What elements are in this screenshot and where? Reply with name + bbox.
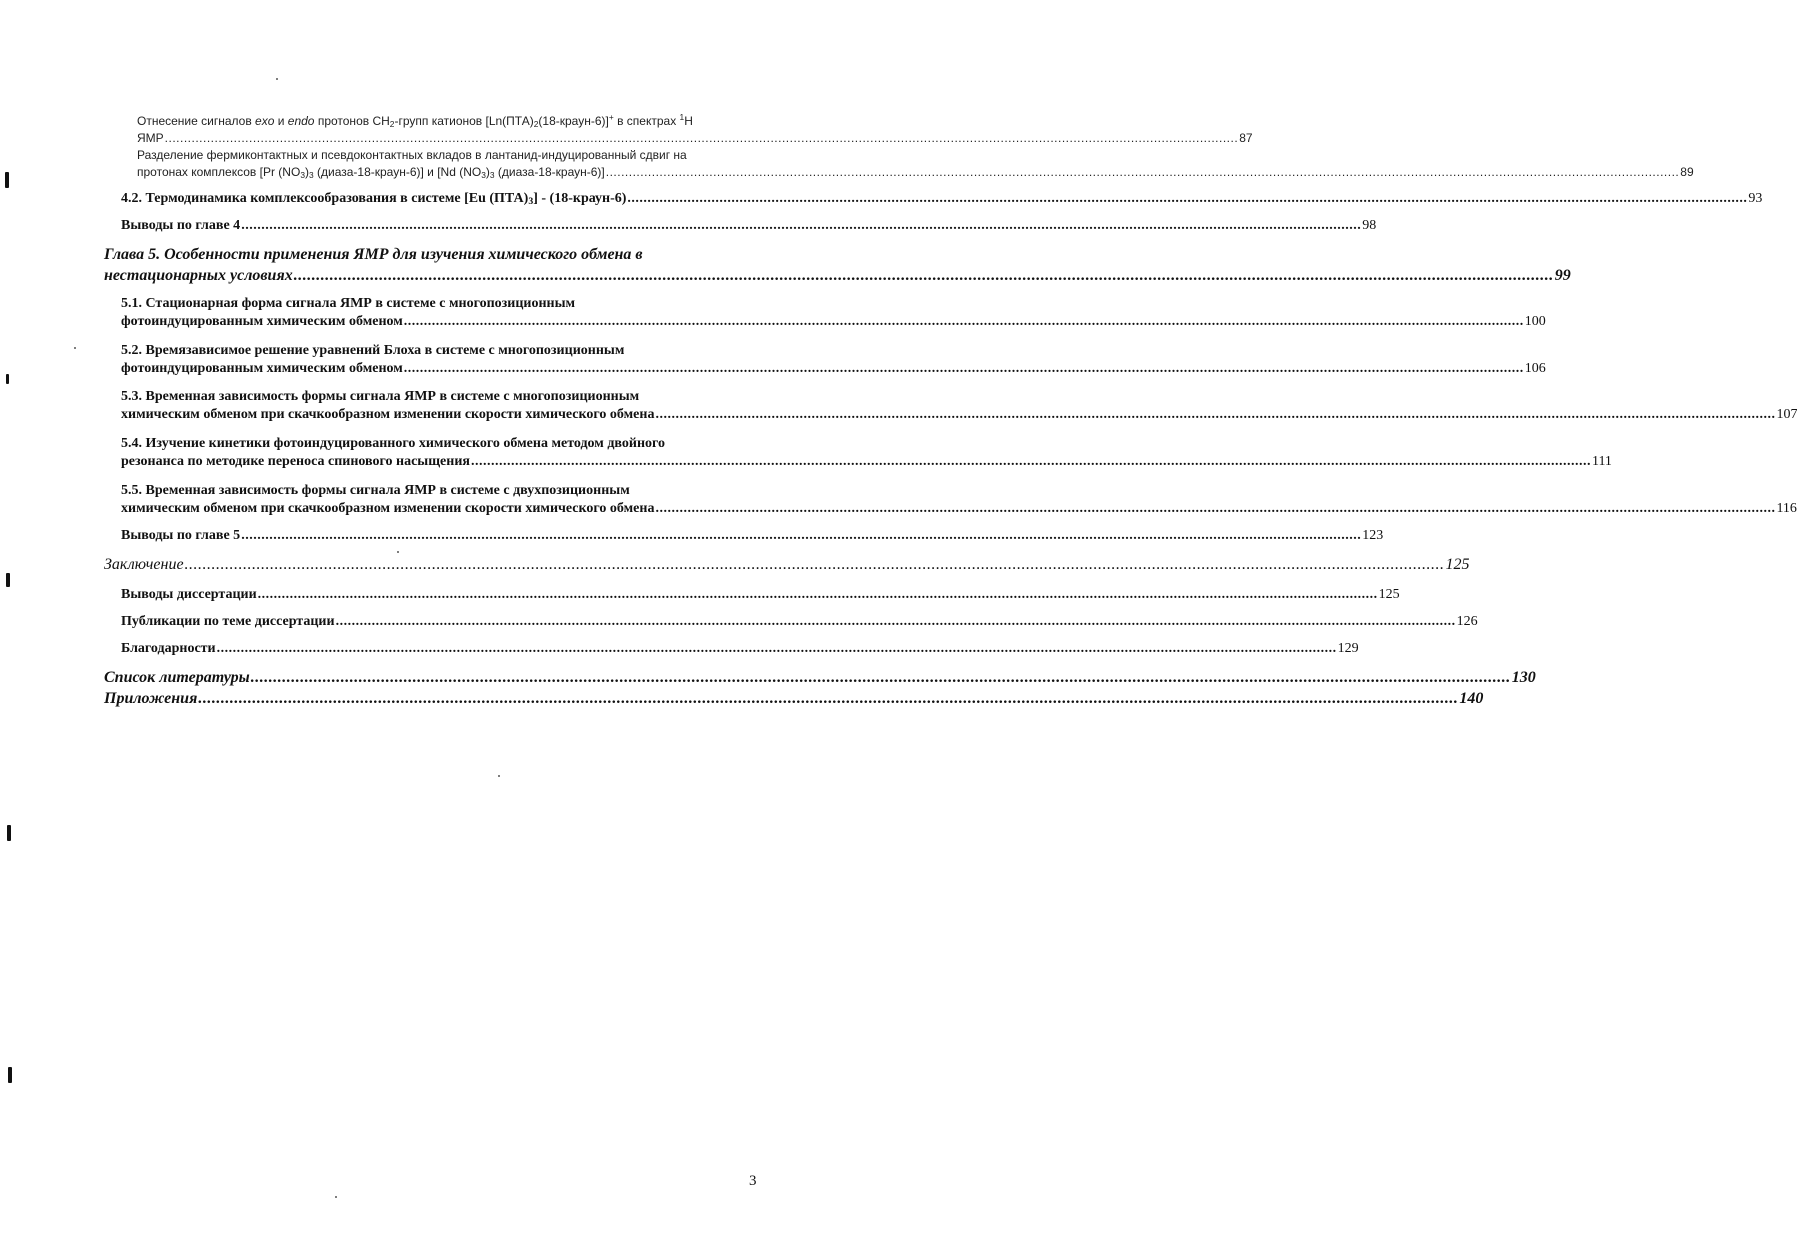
toc-entry-line1: Глава 5. Особенности применения ЯМР для изучения химического обмена в (104, 246, 643, 263)
scan-speck (276, 78, 278, 80)
toc-text: ) (485, 165, 490, 179)
toc-entry-section-5-4 (121, 435, 1612, 471)
toc-subscript: 2 (389, 119, 395, 129)
toc-page-number: 98 (1362, 218, 1377, 233)
toc-leader-dots (655, 406, 1775, 424)
toc-entry-title: нестационарных условиях (104, 267, 293, 284)
toc-entry-dissertation-conclusions (121, 586, 1400, 604)
toc-entry-title: Заключение (104, 556, 184, 573)
toc-page-number: 111 (1591, 454, 1612, 469)
toc-entry-appendices (104, 688, 1484, 709)
toc-entry-row (121, 217, 1377, 235)
scan-speck (397, 551, 399, 553)
toc-entry-line2 (137, 164, 1694, 181)
toc-subscript: 2 (533, 119, 539, 129)
toc-entry-title: химическим обменом при скачкообразном изменении скорости химического обмена (121, 407, 655, 422)
scan-speck (498, 775, 500, 777)
toc-text-italic: exo (255, 114, 275, 128)
toc-entry-line2 (137, 130, 1253, 147)
toc-entry-title: химическим обменом при скачкообразном изменении скорости химического обмена (121, 501, 655, 516)
toc-page-number: 107 (1776, 407, 1797, 422)
toc-text: Отнесение сигналов (137, 114, 256, 128)
toc-text: (диаза-18-краун-6)] и [Nd (NO (313, 165, 482, 179)
toc-entry-line1: 5.2. Времязависимое решение уравнений Блоха в системе с многопозиционным (121, 343, 625, 358)
toc-entry-line2 (104, 265, 1571, 286)
toc-leader-dots (627, 190, 1747, 208)
toc-entry-section-5-1 (121, 295, 1546, 331)
toc-entry-title: Выводы диссертации (121, 587, 257, 602)
toc-entry-row (104, 688, 1484, 709)
toc-leader-dots (258, 586, 1378, 604)
toc-text: -групп катионов [Ln(ПТА) (394, 114, 534, 128)
toc-entry-line1: 5.1. Стационарная форма сигнала ЯМР в системе с многопозиционным (121, 296, 576, 311)
scan-speck (74, 347, 76, 349)
toc-leader-dots (198, 688, 1458, 709)
toc-entry-line2 (121, 313, 1546, 331)
toc-page-number: 125 (1445, 556, 1470, 573)
toc-entry-section-5-2 (121, 342, 1546, 378)
scan-speck (335, 1196, 337, 1198)
toc-page-number: 99 (1554, 267, 1571, 284)
toc-entry-line2 (121, 453, 1612, 471)
toc-superscript: + (608, 112, 614, 122)
toc-entry-row (121, 527, 1384, 545)
toc-subscript: 3 (300, 170, 305, 180)
toc-text: (диаза-18-краун-6)] (494, 165, 605, 179)
toc-entry-row (104, 667, 1536, 688)
toc-entry-title: Выводы по главе 5 (121, 528, 241, 543)
toc-page-number: 123 (1362, 528, 1384, 543)
toc-leader-dots (294, 265, 1554, 286)
toc-text: в спектрах (613, 114, 680, 128)
toc-entry-exo-endo-assignment (137, 112, 1253, 147)
toc-entry-chapter5-conclusions (121, 527, 1384, 545)
toc-entry-title: ЯМР (137, 131, 164, 145)
toc-entry-line1: 5.4. Изучение кинетики фотоиндуцированного химического обмена методом двойного (121, 436, 666, 451)
toc-entry-line1 (137, 113, 759, 130)
toc-entry-chapter4-conclusions (121, 217, 1377, 235)
toc-text: 4.2. Термодинамика комплексообразования в системе [Eu (ПТА) (121, 191, 529, 206)
toc-subscript: 3 (489, 170, 495, 180)
toc-page-number: 89 (1680, 165, 1694, 179)
toc-text: протонах комплексов [Pr (NO (137, 165, 301, 179)
toc-entry-title (121, 190, 626, 208)
toc-leader-dots (251, 667, 1511, 688)
toc-entry-title: Выводы по главе 4 (121, 218, 241, 233)
toc-leader-dots (471, 453, 1591, 471)
toc-entry-section-4-2 (121, 190, 1763, 208)
toc-leader-dots (165, 130, 1239, 147)
toc-leader-dots (404, 360, 1524, 378)
toc-entry-line2 (121, 406, 1797, 424)
toc-page-number: 87 (1239, 131, 1253, 145)
toc-entry-line1: 5.5. Временная зависимость формы сигнала ЯМР в системе с двухпозиционным (121, 483, 630, 498)
toc-page-number: 100 (1524, 314, 1546, 329)
toc-entry-line2 (121, 360, 1546, 378)
toc-entry-row (104, 554, 1470, 575)
toc-subscript: 3 (481, 170, 486, 180)
toc-page-number: 129 (1337, 641, 1359, 656)
toc-entry-title: Список литературы (104, 669, 250, 686)
toc-entry-conclusion (104, 554, 1470, 575)
toc-page-number: 106 (1524, 361, 1546, 376)
toc-leader-dots (185, 554, 1445, 575)
toc-text: Н (684, 114, 693, 128)
toc-entry-section-5-3 (121, 388, 1797, 424)
page-number: 3 (749, 1173, 757, 1189)
toc-subscript: 3 (528, 196, 534, 207)
toc-entry-title: Публикации по теме диссертации (121, 614, 335, 629)
toc-page-number: 125 (1378, 587, 1400, 602)
toc-entry-title: резонанса по методике переноса спинового насыщения (121, 454, 470, 469)
toc-entry-line1: 5.3. Временная зависимость формы сигнала ЯМР в системе с многопозиционным (121, 389, 640, 404)
toc-leader-dots (606, 164, 1680, 181)
toc-entry-title: фотоиндуцированным химическим обменом (121, 361, 403, 376)
toc-superscript: 1 (679, 112, 685, 122)
toc-entry-title (137, 164, 605, 181)
toc-entry-section-5-5 (121, 482, 1797, 518)
toc-leader-dots (241, 217, 1361, 235)
toc-entry-title: Приложения (104, 690, 198, 707)
toc-entry-line2 (121, 500, 1797, 518)
toc-text-italic: endo (287, 114, 315, 128)
toc-entry-acknowledgements (121, 640, 1359, 658)
toc-leader-dots (336, 613, 1456, 631)
binding-mark (7, 825, 11, 841)
toc-entry-chapter-5 (104, 244, 1571, 286)
toc-page-number: 130 (1511, 669, 1536, 686)
toc-entry-references (104, 667, 1536, 688)
toc-text: и (274, 114, 288, 128)
binding-mark (5, 172, 9, 188)
toc-entry-line1: Разделение фермиконтактных и псевдоконтактных вкладов в лантанид-индуцированный сдвиг на (137, 148, 687, 162)
toc-entry-row (121, 613, 1478, 631)
toc-subscript: 3 (308, 170, 314, 180)
toc-page-number: 140 (1459, 690, 1484, 707)
toc-page-number: 126 (1456, 614, 1478, 629)
toc-entry-row (121, 190, 1763, 208)
toc-leader-dots (404, 313, 1524, 331)
toc-leader-dots (217, 640, 1337, 658)
binding-mark (6, 573, 10, 587)
toc-page-number: 93 (1748, 191, 1763, 206)
toc-text: ) (304, 165, 309, 179)
binding-mark (8, 1067, 12, 1083)
toc-entry-row (121, 640, 1359, 658)
toc-page-number: 116 (1776, 501, 1797, 516)
toc-text: протонов СН (314, 114, 390, 128)
binding-mark (6, 374, 9, 384)
toc-entry-row (121, 586, 1400, 604)
toc-text: (18-краун-6)] (538, 114, 609, 128)
toc-entry-title: фотоиндуцированным химическим обменом (121, 314, 403, 329)
toc-leader-dots (241, 527, 1361, 545)
toc-entry-title: Благодарности (121, 641, 216, 656)
toc-leader-dots (655, 500, 1775, 518)
toc-entry-publications (121, 613, 1478, 631)
toc-text: ] - (18-краун-6) (533, 191, 627, 206)
toc-entry-contact-pseudocontact-separation (137, 147, 1694, 181)
